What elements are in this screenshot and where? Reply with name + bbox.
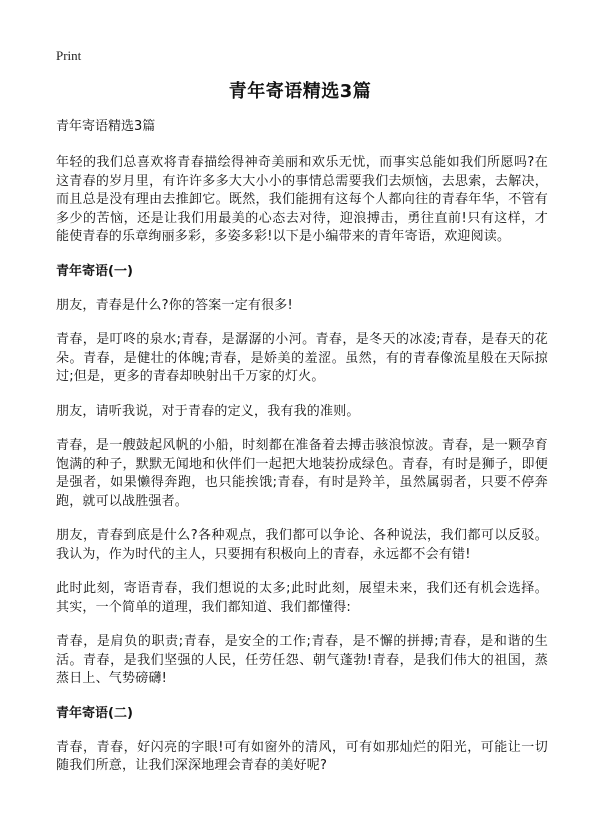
- section-heading-2: 青年寄语(二): [56, 705, 133, 721]
- section1-paragraph: 朋友，青春到底是什么?各种观点，我们都可以争论、各种说法，我们都可以反驳。我认为，作为时代的主人，只要拥有积极向上的青春，永远都不会有错!: [56, 528, 548, 562]
- article-subtitle: 青年寄语精选3篇: [56, 119, 156, 134]
- page-title: 青年寄语精选3篇: [228, 81, 372, 102]
- section1-paragraph: 青春，是叮咚的泉水;青春，是潺潺的小河。青春，是冬天的冰凌;青春，是春天的花朵。青春，是健壮的体魄;青春，是娇美的羞涩。虽然，有的青春像流星般在天际掠过;但是，更多的青春却映射出千万家的灯火。: [56, 332, 548, 384]
- section1-paragraph: 青春，是一艘鼓起风帆的小船，时刻都在准备着去搏击骇浪惊波。青春，是一颗孕育饱满的种子，默默无闻地和伙伴们一起把大地装扮成绿色。青春，有时是狮子，即便是强者，如果懒得奔跑，也只能挨饿;青春，有时是羚羊，虽然属弱者，只要不停奔跑，就可以战胜强者。: [56, 438, 548, 509]
- section-heading-1: 青年寄语(一): [56, 263, 133, 279]
- section2-paragraph: 青春，青春，好闪亮的字眼!可有如窗外的清风，可有如那灿烂的阳光，可能让一切随我们所意，让我们深深地理会青春的美好呢?: [56, 739, 548, 773]
- intro-paragraph: 年轻的我们总喜欢将青春描绘得神奇美丽和欢乐无忧，而事实总能如我们所愿吗?在这青春的岁月里，有许许多多大大小小的事情总需要我们去烦恼，去思索，去解决，而且总是没有理由去推卸它。既然，我们能拥有这每个人都向往的青春年华，不管有多少的苦恼，还是让我们用最美的心态去对待，迎浪搏击，勇往直前!只有这样，才能使青春的乐章绚丽多彩，多姿多彩!以下是小编带来的青年寄语，欢迎阅读。: [56, 155, 548, 244]
- article-body: [56, 118, 548, 792]
- print-link[interactable]: Print: [56, 48, 82, 63]
- section1-paragraph: 青春，是肩负的职责;青春，是安全的工作;青春，是不懈的拼搏;青春，是和谐的生活。青春，是我们坚强的人民，任劳任怨、朝气蓬勃!青春，是我们伟大的祖国，蒸蒸日上、气势磅礴!: [56, 634, 548, 686]
- section1-paragraph: 此时此刻，寄语青春，我们想说的太多;此时此刻，展望未来，我们还有机会选择。其实，一个简单的道理，我们都知道、我们都懂得:: [56, 581, 548, 615]
- section1-paragraph: 朋友，请听我说，对于青春的定义，我有我的准则。: [56, 403, 360, 419]
- section1-paragraph: 朋友，青春是什么?你的答案一定有很多!: [56, 297, 293, 313]
